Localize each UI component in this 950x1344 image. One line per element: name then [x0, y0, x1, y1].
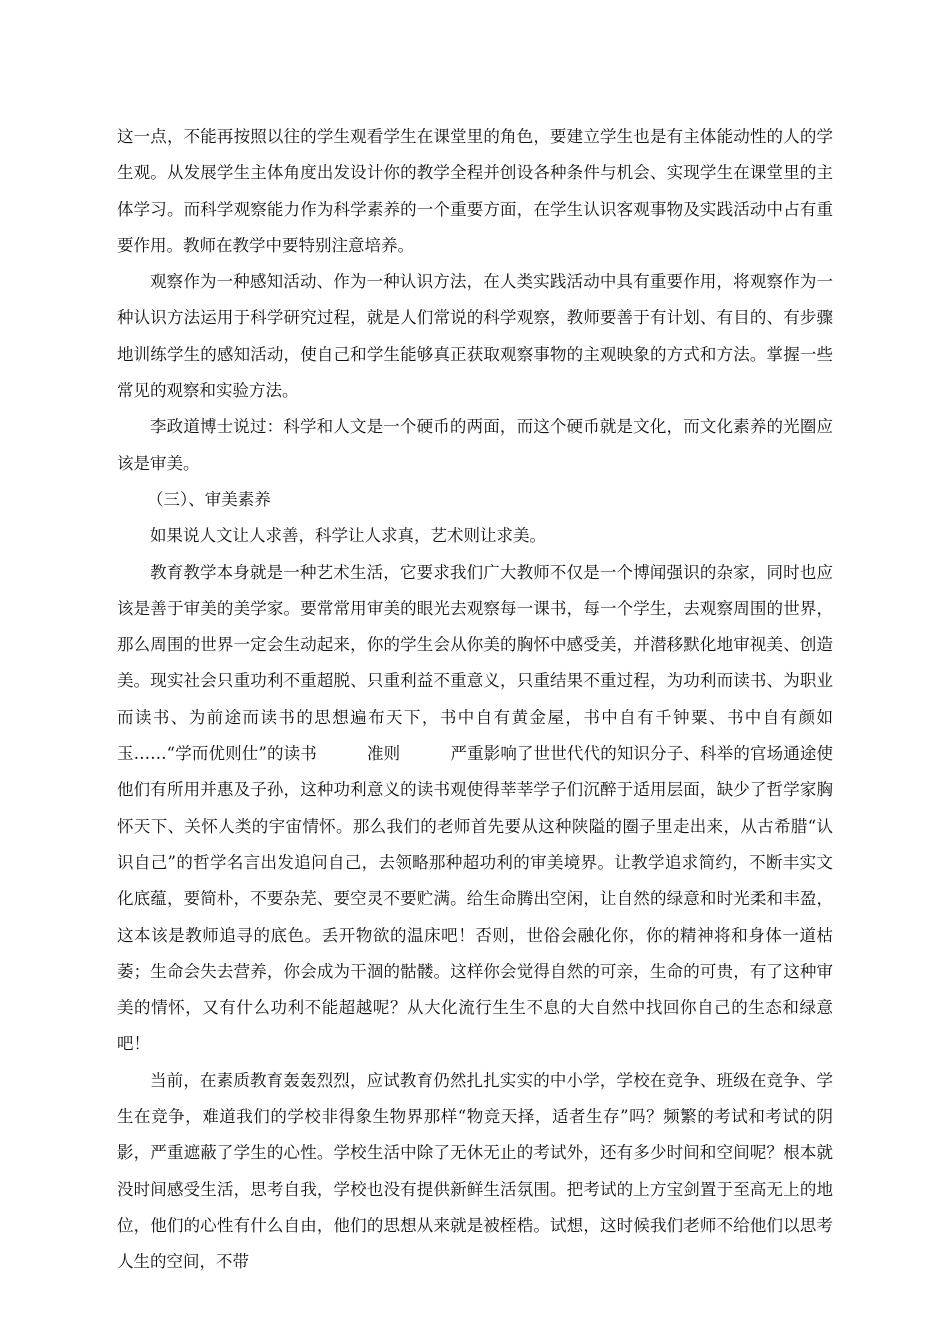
paragraph-part: 严重影响了世世代代的知识分子、科举的官场通途使他们有所用并惠及子孙，这种功利意义的读书观使得莘莘学子们沉醉于适用层面，缺少了哲学家胸怀天下、关怀人类的宇宙情怀。那么我们的老师首先要从这种陕隘的圈子里走出来，从古希腊“认识自己”的哲学名言出发追问自己，去领略那种超功利的审美境界。让教学追求简约，不断丰实文化底蕴，要简朴，不要杂芜、要空灵不要贮满。给生命腾出空闲，让自然的绿意和时光柔和丰盈，这本该是教师追寻的底色。丢开物欲的温床吧！否则，世俗会融化你，你的精神将和身体一道枯萎；生命会失去营养，你会成为干涸的骷髅。这样你会觉得自然的可亲，生命的可贵，有了这种审美的情怀，又有什么功利不能超越呢？从大化流行生生不息的大自然中找回你自己的生态和绿意吧！	[117, 744, 834, 1054]
paragraph: 这一点，不能再按照以往的学生观看学生在课堂里的角色，要建立学生也是有主体能动性的人的学生观。从发展学生主体角度出发设计你的教学全程并创设各种条件与机会、实现学生在课堂里的主体学习。而科学观察能力作为科学素养的一个重要方面，在学生认识客观事物及实践活动中占有重要作用。教师在教学中要特别注意培养。	[117, 127, 833, 255]
paragraph: 当前，在素质教育轰轰烈烈，应试教育仍然扎扎实实的中小学，学校在竞争、班级在竞争、学生在竞争，难道我们的学校非得象生物界那样“物竞天择，适者生存”吗？频繁的考试和考试的阴影，严重遮蔽了学生的心性。学校生活中除了无休无止的考试外，还有多少时间和空间呢？根本就没时间感受生活，思考自我，学校也没有提供新鲜生活氛围。把考试的上方宝剑置于至高无上的地位，他们的心性有什么自由，他们的思想从来就是被桎梏。试想，这时候我们老师不给他们以思考人生的空间，不带	[117, 1070, 833, 1272]
paragraph: 李政道博士说过：科学和人文是一个硬币的两面，而这个硬币就是文化，而文化素养的光圈应该是审美。	[117, 417, 833, 473]
section-heading: （三）、审美素养	[147, 489, 271, 509]
paragraph: 如果说人文让人求善，科学让人求真，艺术则让求美。	[150, 526, 546, 546]
paragraph: 观察作为一种感知活动、作为一种认识方法，在人类实践活动中具有重要作用，将观察作为一种认识方法运用于科学研究过程，就是人们常说的科学观察，教师要善于有计划、有目的、有步骤地训练学生的感知活动，使自己和学生能够真正获取观察事物的主观映象的方式和方法。掌握一些常见的观察和实验方法。	[117, 272, 833, 401]
paragraph-part: 教育教学本身就是一种艺术生活，它要求我们广大教师不仅是一个博闻强识的杂家，同时也应该是善于审美的美学家。要常常用审美的眼光去观察每一课书，每一个学生，去观察周围的世界，那么周围的世界一定会生动起来，你的学生会从你美的胸怀中感受美，并潜移默化地审视美、创造美。现实社会只重功利不重超脱、只重利益不重意义，只重结果不重过程，为功利而读书、为职业而读书、为前途而读书的思想遍布天下，书中自有黄金屋，书中自有千钟粟、书中自有颜如玉……“学而优则仕”的读书	[117, 562, 833, 764]
body-text	[117, 119, 833, 1281]
paragraph-part: 准则	[366, 744, 401, 764]
paragraph	[117, 555, 833, 1063]
